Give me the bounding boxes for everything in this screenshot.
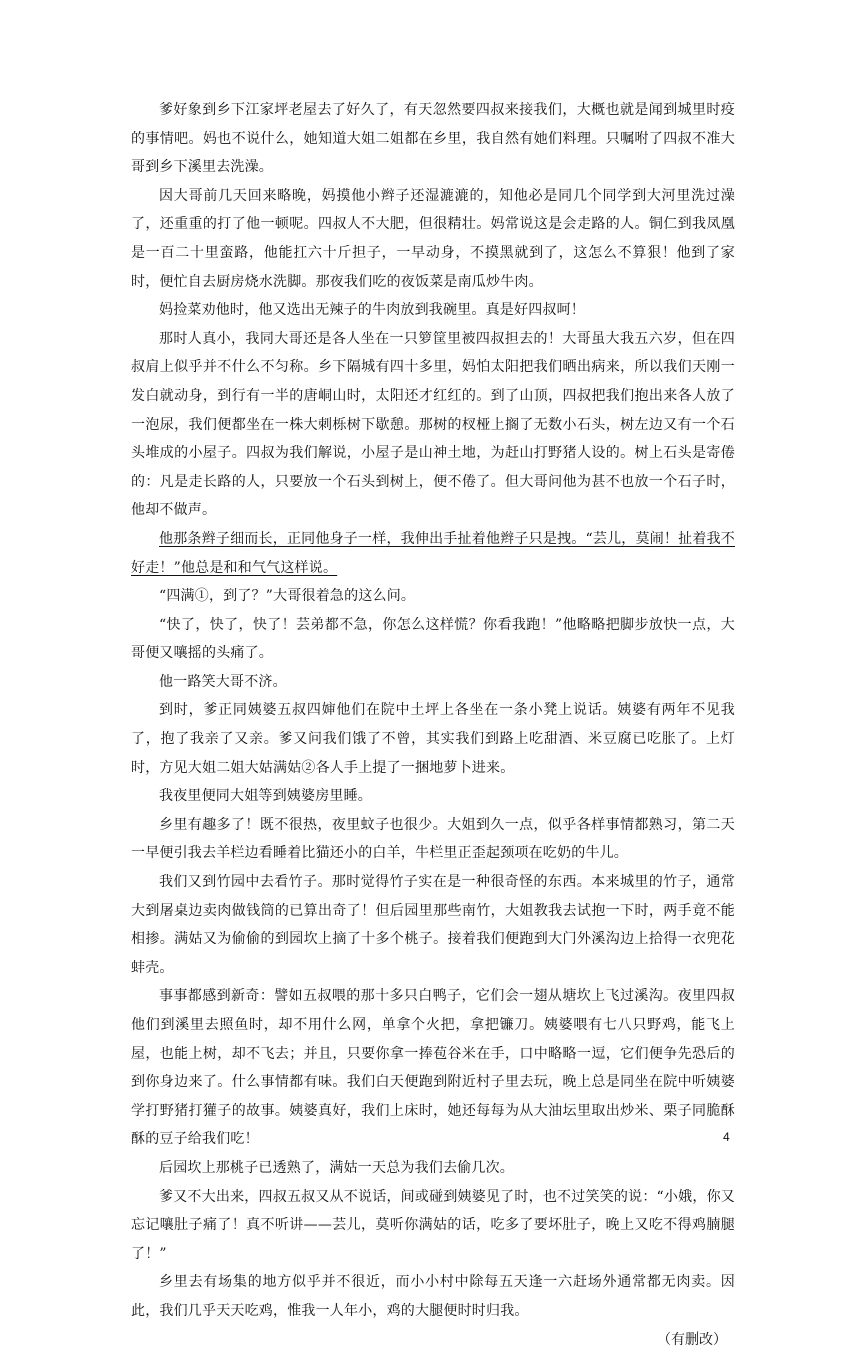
paragraph: “快了，快了，快了！芸弟都不急，你怎么这样慌？你看我跑！”他略略把脚步放快一点，大哥便又嚷摇的头痛了。 xyxy=(131,616,735,662)
paragraph: 爹好象到乡下江家坪老屋去了好久了，有天忽然要四叔来接我们，大概也就是闻到城里时疫的事情吧。妈也不说什么，她知道大姐二姐都在乡里，我自然有她们料理。只嘱咐了四叔不准大哥到乡下溪里去洗澡。 xyxy=(131,102,735,176)
page-number: 4 xyxy=(723,1130,730,1144)
paragraph: 那时人真小，我同大哥还是各人坐在一只箩筐里被四叔担去的！大哥虽大我五六岁，但在四叔肩上似乎并不什么不匀称。乡下隔城有四十多里，妈怕太阳把我们晒出病来，所以我们天刚一发白就动身，到行有一半的唐峒山时，太阳还才红红的。到了山顶，四叔把我们抱出来各人放了一泡尿，我们便都坐在一株大刺栎树下歇憩。那树的杈桠上搁了无数小石头，树左边又有一个石头堆成的小屋子。四叔为我们解说，小屋子是山神土地，为赶山打野猪人设的。树上石头是寄倦的：凡是走长路的人，只要放一个石头到树上，便不倦了。但大哥问他为甚不也放一个石子时，他却不做声。 xyxy=(131,330,735,519)
paragraph: 我夜里便同大姐等到姨婆房里睡。 xyxy=(159,788,372,805)
source-note: （有删改） xyxy=(657,1331,727,1348)
paragraph: 后园坎上那桃子已透熟了，满姑一天总为我们去偷几次。 xyxy=(159,1159,514,1176)
paragraph: 爹又不大出来，四叔五叔又从不说话，间或碰到姨婆见了时，也不过笑笑的说：“小娥，你又忘记嚷肚子痛了！真不听讲——芸儿，莫听你满姑的话，吃多了要坏肚子，晚上又吃不得鸡腩腿了！” xyxy=(131,1188,735,1262)
paragraph: 他一路笑大哥不济。 xyxy=(159,673,287,690)
paragraph: “四满①，到了？”大哥很着急的这么问。 xyxy=(159,588,416,605)
paragraph: 乡里有趣多了！既不很热，夜里蚊子也很少。大姐到久一点，似乎各样事情都熟习，第二天一早便引我去羊栏边看睡着比猫还小的白羊，牛栏里正歪起颈项在吃奶的牛儿。 xyxy=(131,816,735,862)
document-body xyxy=(131,96,735,1354)
paragraph: 乡里去有场集的地方似乎并不很近，而小小村中除每五天逢一六赶场外通常都无肉卖。因此，我们几乎天天吃鸡，惟我一人年小，鸡的大腿便时时归我。 xyxy=(131,1274,735,1319)
underlined-text: 他那条辫子细而长，正同他身子一样，我伸出手扯着他辫子只是拽。“芸儿，莫闹！扯着我不好走！”他总是和和气气这样说。 xyxy=(131,530,735,576)
paragraph: 事事都感到新奇：譬如五叔喂的那十多只白鸭子，它们会一翅从塘坎上飞过溪沟。夜里四叔他们到溪里去照鱼时，却不用什么网，单拿个火把，拿把镰刀。姨婆喂有七八只野鸡，能飞上屋，也能上树，却不飞去；并且，只要你拿一捧苞谷米在手，口中略略一逗，它们便争先恐后的到你身边来了。什么事情都有味。我们白天便跑到附近村子里去玩，晚上总是同坐在院中听姨婆学打野猪打獾子的故事。姨婆真好，我们上床时，她还每每为从大油坛里取出炒米、栗子同脆酥酥的豆子给我们吃！ xyxy=(131,988,735,1148)
underlined-paragraph xyxy=(131,525,735,582)
paragraph: 妈捡菜劝他时，他又选出无辣子的牛肉放到我碗里。真是好四叔呵！ xyxy=(159,302,585,319)
paragraph: 因大哥前几天回来略晚，妈摸他小辫子还湿漉漉的，知他必是同几个同学到大河里洗过澡了，还重重的打了他一顿呢。四叔人不大肥，但很精壮。妈常说这是会走路的人。铜仁到我凤凰是一百二十里蛮路，他能扛六十斤担子，一早动身，不摸黑就到了，这怎么不算狠！他到了家时，便忙自去厨房烧水洗脚。那夜我们吃的夜饭菜是南瓜炒牛肉。 xyxy=(131,187,735,290)
paragraph: 我们又到竹园中去看竹子。那时觉得竹子实在是一种很奇怪的东西。本来城里的竹子，通常大到屠桌边卖肉做钱筒的已算出奇了！但后园里那些南竹，大姐教我去试抱一下时，两手竟不能相掺。满姑又为偷偷的到园坎上摘了十多个桃子。接着我们便跑到大门外溪沟边上拾得一衣兜花蚌壳。 xyxy=(131,874,735,976)
paragraph: 到时，爹正同姨婆五叔四婶他们在院中土坪上各坐在一条小凳上说话。姨婆有两年不见我了，抱了我亲了又亲。爹又问我们饿了不曾，其实我们到路上吃甜酒、米豆腐已吃胀了。上灯时，方见大姐二姐大姑满姑②各人手上提了一捆地萝卜进来。 xyxy=(131,702,735,776)
